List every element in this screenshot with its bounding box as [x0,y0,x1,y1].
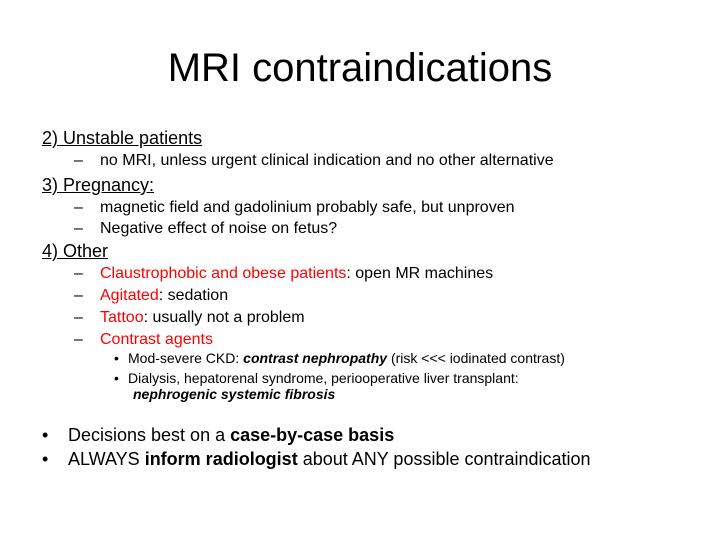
section-heading-other: 4) Other [42,241,109,261]
bullet-emphasis: inform radiologist [144,449,298,469]
dash-bullet: – [74,309,83,326]
list-item-term: Claustrophobic and obese patients [100,265,347,282]
list-item [74,150,554,172]
bullet-dot: • [114,370,119,386]
sub-item-suffix: (risk <<< iodinated contrast) [387,350,565,366]
sub-list-item [114,349,565,367]
list-item [74,197,515,219]
list-item-separator: : [158,287,168,304]
dash-bullet: – [74,152,83,169]
list-item-separator: : [143,309,153,326]
bullet-dot: • [42,449,49,469]
bullet-item [42,423,394,447]
list-item-term: Agitated [100,287,159,304]
slide-title: MRI contraindications [167,46,553,90]
list-item-term: Tattoo [100,309,144,326]
sub-item-prefix: Mod-severe CKD: [128,350,244,366]
sub-item-emphasis: contrast nephropathy [243,350,388,366]
dash-bullet: – [74,287,83,304]
sub-item-prefix: Dialysis, hepatorenal syndrome, periooperative liver transplant: [128,370,519,386]
list-item-text: Negative effect of noise on fetus? [100,220,338,237]
bullet-dot: • [114,350,119,366]
list-item-text: no MRI, unless urgent clinical indication and no other alternative [100,152,554,169]
list-item-text: sedation [167,287,229,304]
list-item-separator: : [346,265,356,282]
sub-item-emphasis: nephrogenic systemic fibrosis [133,386,336,402]
dash-bullet: – [74,199,83,216]
list-item [74,307,305,329]
list-item-text: usually not a problem [152,309,305,326]
list-item [74,263,493,285]
section-heading-unstable-patients: 2) Unstable patients [42,128,203,148]
dash-bullet: – [74,331,83,348]
dash-bullet: – [74,220,83,237]
list-item-term: Contrast agents [100,331,213,348]
list-item-text: open MR machines [355,265,494,282]
bullet-prefix: Decisions best on a [68,425,231,445]
section-heading-pregnancy: 3) Pregnancy: [42,175,155,195]
bullet-prefix: ALWAYS [68,449,145,469]
dash-bullet: – [74,265,83,282]
bullet-emphasis: case-by-case basis [230,425,395,445]
list-item-text: magnetic field and gadolinium probably safe, but unproven [100,199,515,216]
list-item [74,329,213,351]
list-item [74,218,337,240]
bullet-suffix: about ANY possible contraindication [297,449,591,469]
list-item [74,285,228,307]
bullet-item [42,447,591,471]
bullet-dot: • [42,425,49,445]
